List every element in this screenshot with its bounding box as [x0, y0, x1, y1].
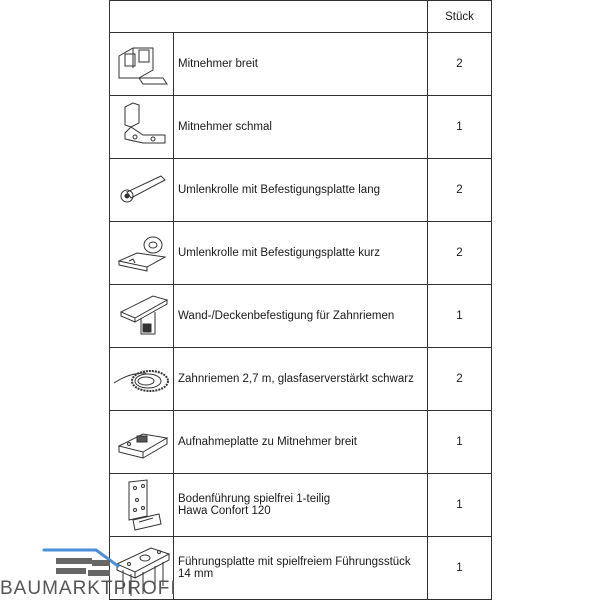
header-blank-cell	[110, 1, 428, 33]
table-row	[110, 222, 492, 285]
part-name: Umlenkrolle mit Befestigungsplatte lang	[174, 159, 428, 222]
watermark-logo	[0, 548, 177, 600]
table-row	[110, 474, 492, 537]
part-qty: 2	[428, 33, 492, 96]
carrier-narrow-icon	[113, 99, 171, 155]
table-row	[110, 285, 492, 348]
table-header-row	[110, 1, 492, 33]
part-image-cell	[110, 474, 174, 537]
table-row	[110, 96, 492, 159]
brick-roof-icon	[0, 548, 140, 580]
header-qty: Stück	[428, 1, 492, 33]
table-row	[110, 33, 492, 96]
part-name: Zahnriemen 2,7 m, glasfaserverstärkt schwarz	[174, 348, 428, 411]
part-qty: 1	[428, 285, 492, 348]
pulley-long-plate-icon	[113, 162, 171, 218]
mounting-plate-icon	[113, 414, 171, 470]
part-qty: 1	[428, 474, 492, 537]
part-image-cell	[110, 348, 174, 411]
pulley-short-plate-icon	[113, 225, 171, 281]
part-qty: 2	[428, 348, 492, 411]
part-name	[174, 474, 428, 537]
table-row	[110, 348, 492, 411]
table-row	[110, 411, 492, 474]
toothed-belt-icon	[112, 351, 172, 407]
part-qty: 2	[428, 222, 492, 285]
part-name-line2: Hawa Confort 120	[178, 505, 271, 517]
part-image-cell	[110, 159, 174, 222]
part-qty: 1	[428, 537, 492, 600]
carrier-wide-icon	[113, 36, 171, 92]
part-name: Aufnahmeplatte zu Mitnehmer breit	[174, 411, 428, 474]
part-name-line1: Bodenführung spielfrei 1-teilig	[178, 493, 331, 505]
part-image-cell	[110, 33, 174, 96]
part-name: Mitnehmer schmal	[174, 96, 428, 159]
part-name: Wand-/Deckenbefestigung für Zahnriemen	[174, 285, 428, 348]
part-image-cell	[110, 411, 174, 474]
part-qty: 2	[428, 159, 492, 222]
part-name: Mitnehmer breit	[174, 33, 428, 96]
watermark-text: BAUMARKTPROFI	[0, 578, 177, 599]
parts-table	[109, 0, 492, 600]
part-name-line1: Führungsplatte mit spielfreiem Führungsstück	[178, 556, 411, 568]
part-name-line2: 14 mm	[178, 568, 214, 580]
part-qty: 1	[428, 96, 492, 159]
wall-ceiling-mount-icon	[113, 288, 171, 344]
part-image-cell	[110, 96, 174, 159]
part-qty: 1	[428, 411, 492, 474]
part-image-cell	[110, 285, 174, 348]
part-name	[174, 537, 428, 600]
table-row	[110, 159, 492, 222]
part-name: Umlenkrolle mit Befestigungsplatte kurz	[174, 222, 428, 285]
floor-guide-icon	[113, 476, 171, 534]
part-image-cell	[110, 222, 174, 285]
